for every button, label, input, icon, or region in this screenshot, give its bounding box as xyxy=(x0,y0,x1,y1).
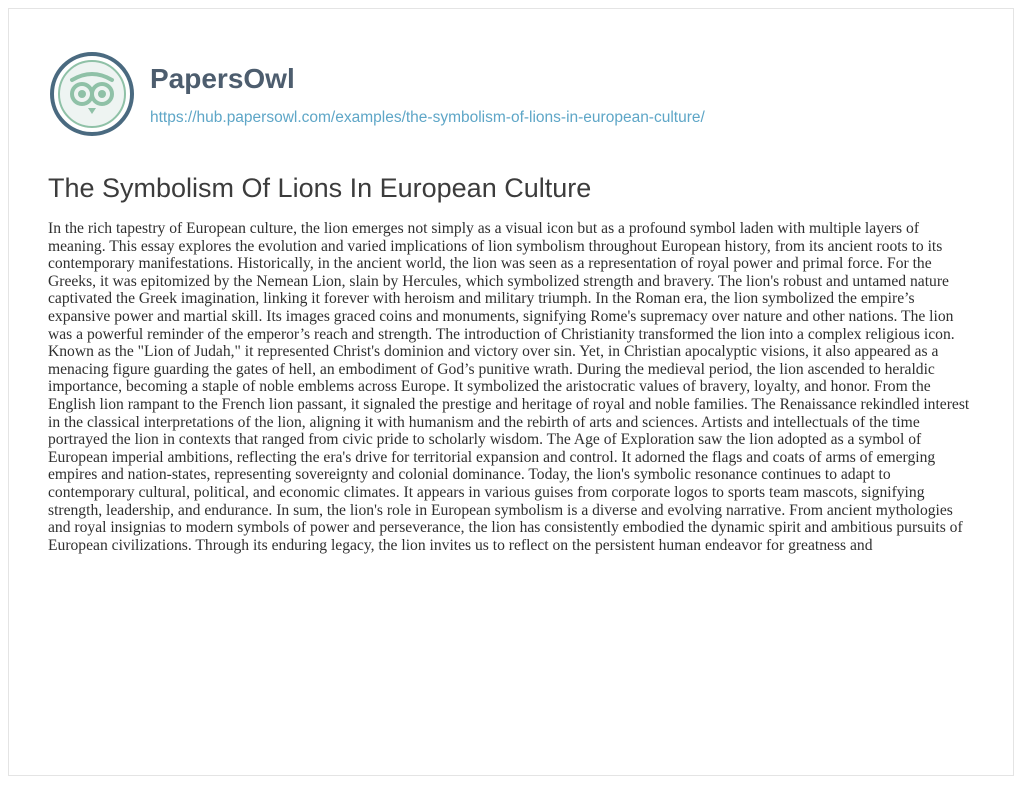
page-title: The Symbolism Of Lions In European Culture xyxy=(48,173,592,203)
essay-body: In the rich tapestry of European culture, the lion emerges not simply as a visual icon but as a profound symbol laden with multiple layers of meaning. This essay explores the evolution and varied implications of lion symbolism throughout European history, from its ancient roots to its contemporary manifestations. Historically, in the ancient world, the lion was seen as a representation of royal power and primal force. For the Greeks, it was epitomized by the Nemean Lion, slain by Hercules, which symbolized strength and bravery. The lion's robust and untamed nature captivated the Greek imagination, linking it forever with heroism and military triumph. In the Roman era, the lion symbolized the empire’s expansive power and martial skill. Its images graced coins and monuments, signifying Rome's supremacy over nature and other nations. The lion was a powerful reminder of the emperor’s reach and strength. The introduction of Christianity transformed the lion into a complex religious icon. Known as the "Lion of Judah," it represented Christ's dominion and victory over sin. Yet, in Christian apocalyptic visions, it also appeared as a menacing figure guarding the gates of hell, an embodiment of God’s punitive wrath. During the medieval period, the lion ascended to heraldic importance, becoming a staple of noble emblems across Europe. It symbolized the aristocratic values of bravery, loyalty, and honor. From the English lion rampant to the French lion passant, it signaled the prestige and heritage of royal and noble families. The Renaissance rekindled interest in the classical interpretations of the lion, aligning it with humanism and the rebirth of arts and sciences. Artists and intellectuals of the time portrayed the lion in contexts that ranged from civic pride to scholarly wisdom. The Age of Exploration saw the lion adopted as a symbol of European imperial ambitions, reflecting the era's drive for territorial expansion and control. It adorned the flags and coats of arms of emerging empires and nation-states, representing sovereignty and colonial dominance. Today, the lion's symbolic resonance continues to adapt to contemporary cultural, political, and economic climates. It appears in various guises from corporate logos to sports team mascots, signifying strength, leadership, and endurance. In sum, the lion's role in European symbolism is a diverse and evolving narrative. From ancient mythologies and royal insignias to modern symbols of power and perseverance, the lion has consistently embodied the dynamic spirit and ambitious pursuits of European civilizations. Through its enduring legacy, the lion invites us to reflect on the persistent human endeavor for greatness and xyxy=(48,220,970,554)
header xyxy=(48,50,705,138)
brand-block xyxy=(150,62,705,128)
owl-logo-icon xyxy=(48,50,136,138)
source-url-link[interactable]: https://hub.papersowl.com/examples/the-symbolism-of-lions-in-european-culture/ xyxy=(150,109,705,126)
brand-name: PapersOwl xyxy=(150,63,295,94)
